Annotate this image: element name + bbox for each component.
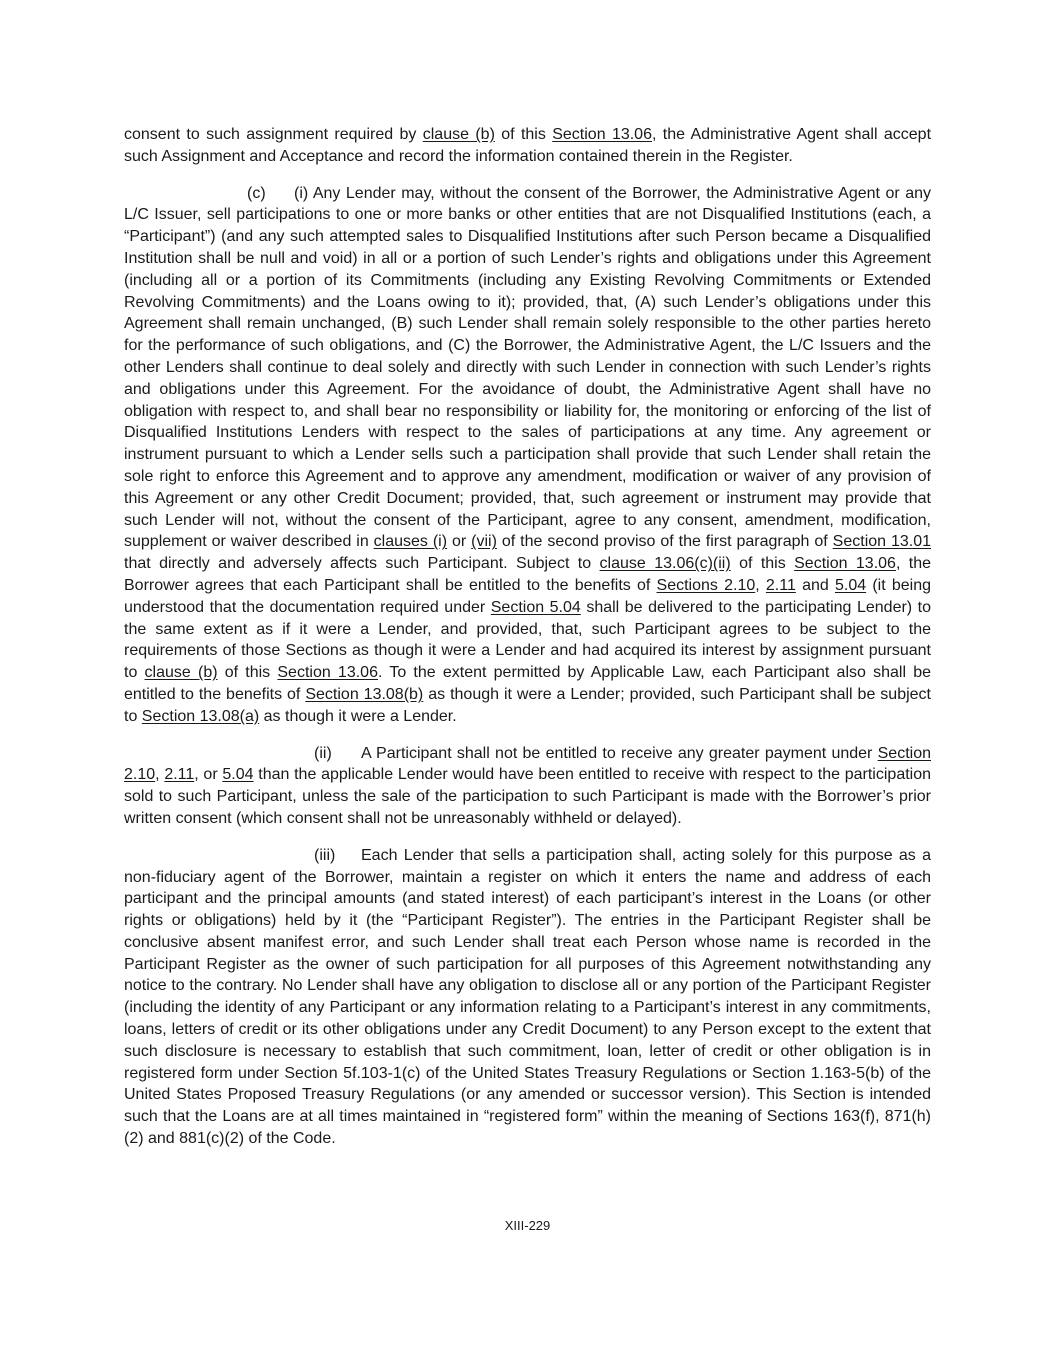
text-run: and	[795, 576, 835, 594]
section-reference: clauses (i)	[373, 533, 448, 551]
section-reference: 2.11	[765, 576, 796, 594]
text-run: , the Administrative Agent shall accept such Assignment and Acceptance and record the information contained therein in the Register.	[124, 126, 932, 165]
text-run: , or	[194, 766, 223, 784]
text-run: of the second proviso of the first paragraph of	[496, 533, 833, 551]
text-run: that directly and adversely affects such Participant. Subject to	[124, 555, 600, 573]
document-body	[124, 124, 931, 1165]
text-run: A Participant shall not be entitled to receive any greater payment under	[361, 744, 878, 762]
text-run: shall be delivered to the participating Lender) to the same extent as if it were a Lender, and provided, that, such Participant agrees to be subject to the requirements of those Sections as though it were a Lender and had acquired its interest by assignment pursuant to	[124, 598, 932, 682]
paragraph-c-text	[124, 185, 931, 725]
text-run: of this	[494, 126, 553, 143]
paragraph-ii	[124, 743, 931, 830]
section-reference: 5.04	[222, 766, 254, 784]
clause-label-ii: (ii)	[314, 744, 332, 762]
section-reference: clause (b)	[422, 126, 495, 143]
section-reference: Section 13.08(a)	[141, 707, 260, 725]
section-reference: (vii)	[471, 533, 497, 551]
paragraph-iii	[124, 845, 931, 1150]
section-reference: Section 13.06	[277, 664, 378, 682]
section-reference: 2.11	[164, 766, 195, 784]
section-reference: 5.04	[834, 576, 867, 594]
clause-label-c: (c)	[247, 184, 266, 202]
text-run: than the applicable Lender would have been entitled to receive with respect to the participation sold to such Participant, unless the sale of the participation to such Participant is made with the Borrower’s prior written consent (which consent shall not be unreasonably withheld or delayed).	[124, 766, 932, 827]
text-run: as though it were a Lender.	[259, 707, 457, 725]
text-run: or	[447, 533, 472, 551]
page-number: XIII-229	[504, 1218, 551, 1233]
paragraph-iii-text	[124, 847, 931, 1147]
text-run: (i) Any Lender may, without the consent of the Borrower, the Administrative Agent or any L/C Issuer, sell participations to one or more banks or other entities that are not Disqualified Institutions (each, a “Participant”) (and any such attempted sales to Disqualified Institutions after such Person became a Disqualified Institution shall be null and void) in all or a portion of such Lender’s rights and obligations under this Agreement (including all or a portion of its Commitments (including any Existing Revolving Commitments or Extended Revolving Commitments) and the Loans owing to it); provided, that, (A) such Lender’s obligations under this Agreement shall remain unchanged, (B) such Lender shall remain solely responsible to the other parties hereto for the performance of such obligations, and (C) the Borrower, the Administrative Agent, the L/C Issuers and the other Lenders shall continue to deal solely and directly with such Lender in connection with such Lender’s rights and obligations under this Agreement. For the avoidance of doubt, the Administrative Agent shall have no obligation with respect to, and shall bear no responsibility or liability for, the monitoring or enforcing of the list of Disqualified Institutions Lenders with respect to the sales of participations at any time. Any agreement or instrument pursuant to which a Lender sells such a participation shall provide that such Lender shall retain the sole right to enforce this Agreement and to approve any amendment, modification or waiver of any provision of this Agreement or any other Credit Document; provided, that, such agreement or instrument may provide that such Lender will not, without the consent of the Participant, agree to any consent, amendment, modification, supplement or waiver described in	[124, 184, 931, 551]
text-run: as though it were a Lender; provided, such Participant shall be subject to	[124, 685, 932, 725]
paragraph-ii-text	[124, 745, 931, 827]
text-run: of this	[217, 664, 278, 682]
section-reference: Sections 2.10	[656, 576, 756, 594]
section-reference: Section 13.08(b)	[305, 685, 424, 703]
section-reference: Section 2.10	[124, 744, 931, 784]
paragraph-c	[124, 183, 931, 728]
section-reference: Section 13.06	[552, 126, 652, 143]
text-run: ,	[755, 576, 766, 594]
text-run: Each Lender that sells a participation shall, acting solely for this purpose as a non-fiduciary agent of the Borrower, maintain a register on which it enters the name and address of each participant and the principal amounts (and stated interest) of each participant’s interest in the Loans (or other rights or obligations) held by it (the “Participant Register”). The entries in the Participant Register shall be conclusive absent manifest error, and such Lender shall treat each Person whose name is recorded in the Participant Register as the owner of such participation for all purposes of this Agreement notwithstanding any notice to the contrary. No Lender shall have any obligation to disclose all or any portion of the Participant Register (including the identity of any Participant or any information relating to a Participant’s interest in any commitments, loans, letters of credit or its other obligations under any Credit Document) to any Person except to the extent that such disclosure is necessary to establish that such commitment, loan, letter of credit or other obligation is in registered form under Section 5f.103-1(c) of the United States Treasury Regulations or Section 1.163-5(b) of the United States Proposed Treasury Regulations (or any amended or successor version). This Section is intended such that the Loans are at all times maintained in “registered form” within the meaning of Sections 163(f), 871(h)(2) and 881(c)(2) of the Code.	[124, 846, 931, 1148]
section-reference: clause 13.06(c)(ii)	[599, 555, 731, 573]
text-run: consent to such assignment required by	[124, 126, 423, 143]
paragraph-continuation	[124, 124, 931, 168]
text-run: (it being understood that the documentation required under	[124, 576, 931, 616]
clause-label-iii: (iii)	[314, 846, 336, 864]
section-reference: Section 13.01	[832, 533, 932, 551]
text-run: , the Borrower agrees that each Participant shall be entitled to the benefits of	[124, 555, 932, 594]
text-run: . To the extent permitted by Applicable Law, each Participant also shall be entitled to the benefits of	[124, 664, 931, 703]
text-run: of this	[730, 555, 795, 573]
section-reference: clause (b)	[144, 664, 218, 682]
section-reference: Section 5.04	[490, 598, 581, 616]
section-reference: Section 13.06	[794, 555, 896, 573]
text-run: ,	[155, 766, 165, 784]
